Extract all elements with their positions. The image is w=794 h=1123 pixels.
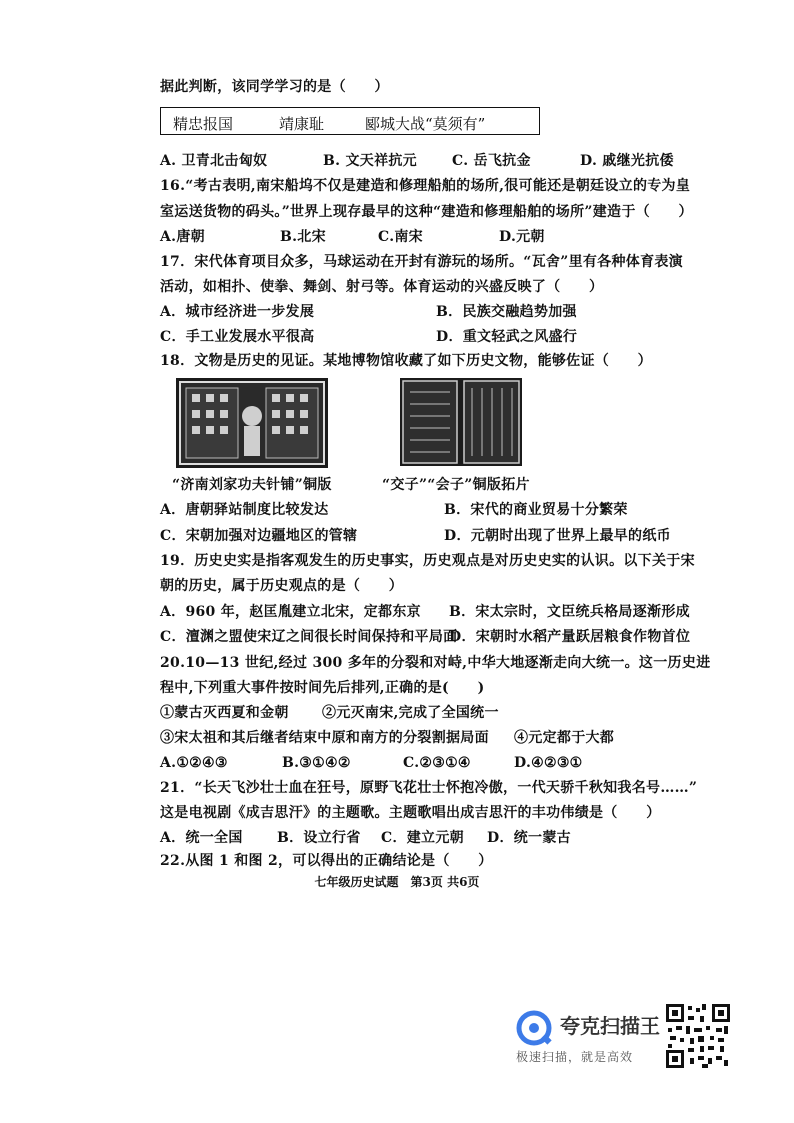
q20-item-3: ③宋太祖和其后继者结束中原和南方的分裂割据局面 — [160, 730, 489, 746]
q20-option-d: D.④②③① — [514, 755, 583, 771]
q15-option-a: A. 卫青北击匈奴 — [160, 153, 268, 169]
q19-option-d: D．宋朝时水稻产量跃居粮食作物首位 — [449, 629, 691, 645]
q17-option-c: C．手工业发展水平很高 — [160, 329, 315, 345]
q16-line-2: 室运送货物的码头。”世界上现存最早的这种“建造和修理船舶的场所”建造于（ ） — [160, 204, 693, 220]
keyword-2: 靖康耻 — [279, 115, 325, 133]
q20-option-b: B.③①④② — [282, 755, 351, 771]
q21-option-a: A．统一全国 — [160, 830, 243, 846]
q15-option-d: D. 戚继光抗倭 — [580, 153, 674, 169]
intro-line: 据此判断，该同学学习的是（ ） — [160, 79, 389, 95]
q18-stem: 18．文物是历史的见证。某地博物馆收藏了如下历史文物，能够佐证（ ） — [160, 353, 652, 369]
page-footer: 七年级历史试题 第3页 共6页 — [314, 875, 480, 889]
q18-option-a: A．唐朝驿站制度比较发达 — [160, 502, 329, 518]
copper-plate-image — [176, 378, 328, 468]
scanner-logo-icon — [514, 1008, 554, 1048]
q18-option-c: C．宋朝加强对边疆地区的管辖 — [160, 528, 358, 544]
q15-option-c: C. 岳飞抗金 — [452, 153, 531, 169]
scanner-slogan: 极速扫描，就是高效 — [516, 1050, 634, 1064]
q18-option-d: D．元朝时出现了世界上最早的纸币 — [444, 528, 671, 544]
q19-line-1: 19．历史史实是指客观发生的历史事实，历史观点是对历史史实的认识。以下关于宋 — [160, 553, 695, 569]
keyword-1: 精忠报国 — [173, 115, 234, 133]
q20-item-1: ①蒙古灭西夏和金朝 — [160, 705, 289, 721]
jiaozi-huizi-rubbing-image — [400, 378, 522, 466]
q20-line-2: 程中,下列重大事件按时间先后排列,正确的是( ) — [160, 680, 485, 696]
q17-line-2: 活动，如相扑、使拳、舞剑、射弓等。体育运动的兴盛反映了（ ） — [160, 279, 604, 295]
q19-option-a: A．960 年，赵匡胤建立北宋，定都东京 — [160, 604, 421, 620]
q18-option-b: B．宋代的商业贸易十分繁荣 — [444, 502, 628, 518]
q20-option-a: A.①②④③ — [160, 755, 228, 771]
q16-option-c: C.南宋 — [378, 229, 423, 245]
q21-line-1: 21．“长天飞沙壮士血在狂号，原野飞花壮士怀抱冷傲，一代天骄千秋知我名号……” — [160, 780, 698, 796]
q19-option-c: C．澶渊之盟使宋辽之间很长时间保持和平局面 — [160, 629, 458, 645]
qr-code — [664, 1002, 732, 1070]
q22-stem: 22.从图 1 和图 2，可以得出的正确结论是（ ） — [160, 853, 493, 869]
q16-line-1: 16.“考古表明,南宋船坞不仅是建造和修理船舶的场所,很可能还是朝廷设立的专为皇 — [160, 178, 691, 194]
q21-option-c: C．建立元朝 — [381, 830, 464, 846]
q15-option-b: B. 文天祥抗元 — [323, 153, 417, 169]
q17-line-1: 17．宋代体育项目众多，马球运动在开封有游玩的场所。“瓦舍”里有各种体育表演 — [160, 254, 683, 270]
q21-line-2: 这是电视剧《成吉思汗》的主题歌。主题歌唱出成吉思汗的丰功伟绩是（ ） — [160, 805, 661, 821]
q20-option-c: C.②③①④ — [403, 755, 471, 771]
q18-caption-1: “济南刘家功夫针铺”铜版 — [172, 477, 332, 493]
q17-option-a: A．城市经济进一步发展 — [160, 304, 315, 320]
q16-option-a: A.唐朝 — [160, 229, 205, 245]
q16-option-d: D.元朝 — [499, 229, 545, 245]
keyword-3: 郾城大战“莫须有” — [365, 115, 486, 133]
q17-option-d: D．重文轻武之风盛行 — [436, 329, 578, 345]
q16-option-b: B.北宋 — [280, 229, 326, 245]
scanner-brand: 夸克扫描王 — [560, 1014, 660, 1038]
q21-option-d: D．统一蒙古 — [487, 830, 571, 846]
q18-caption-2: “交子”“会子”铜版拓片 — [382, 477, 530, 493]
q20-line-1: 20.10—13 世纪,经过 300 多年的分裂和对峙,中华大地逐渐走向大统一。这一历史进 — [160, 655, 711, 671]
q19-option-b: B．宋太宗时，文臣统兵格局逐渐形成 — [449, 604, 690, 620]
q17-option-b: B．民族交融趋势加强 — [436, 304, 577, 320]
q20-item-2: ②元灭南宋,完成了全国统一 — [322, 705, 499, 721]
keywords-box — [160, 107, 540, 135]
q19-line-2: 朝的历史，属于历史观点的是（ ） — [160, 578, 404, 594]
q20-item-4: ④元定都于大都 — [514, 730, 615, 746]
q21-option-b: B．设立行省 — [277, 830, 361, 846]
